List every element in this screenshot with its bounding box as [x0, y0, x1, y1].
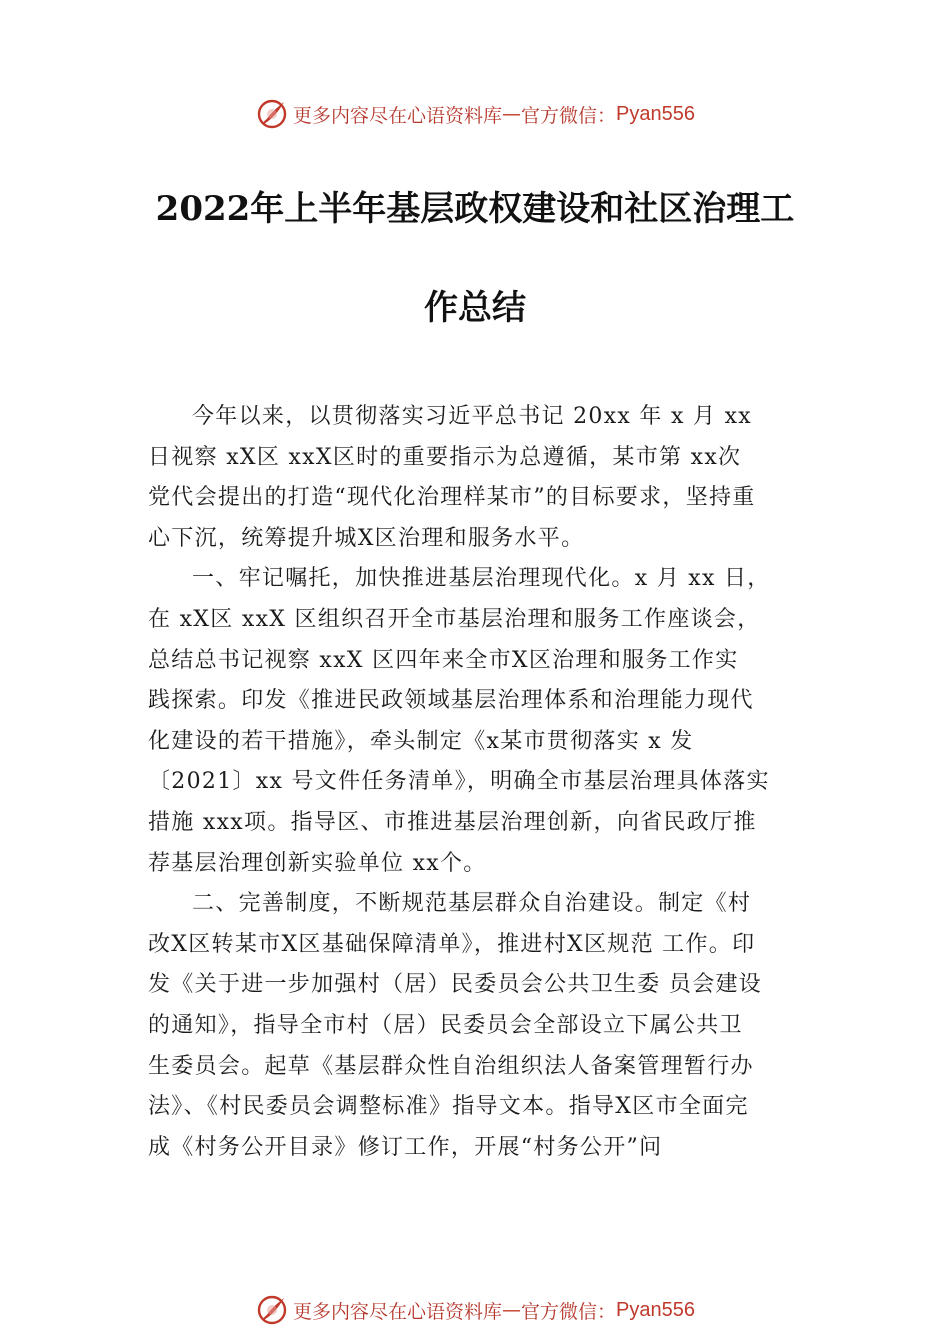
watermark-wechat-label: 官方微信：: [521, 104, 617, 127]
document-title-line-1: 2022年上半年基层政权建设和社区治理工: [155, 189, 795, 229]
body-line: 发《关于进一步加强村（居）民委员会公共卫生委 员会建设: [148, 972, 763, 998]
body-line: 化建设的若干措施》，牵头制定《x某市贯彻落实 x 发: [148, 728, 694, 754]
quill-pen-logo-icon: [255, 97, 289, 131]
watermark-wechat-label: 官方微信：: [521, 1300, 617, 1323]
body-line: 党代会提出的打造“现代化治理样某市”的目标要求，坚持重: [148, 485, 756, 511]
body-line: 今年以来，以贯彻落实习近平总书记 20xx 年 x 月 xx: [192, 404, 752, 429]
watermark-dash: —: [502, 103, 522, 125]
document-title-line-2: 作总结: [424, 288, 526, 328]
body-line: 的通知》，指导全市村（居）民委员会全部设立下属公共卫: [148, 1012, 743, 1038]
quill-pen-logo-icon: [255, 1293, 289, 1327]
body-line: 荐基层治理创新实验单位 xx个。: [148, 850, 487, 876]
body-line: 措施 xxx项。指导区、市推进基层治理创新，向省民政厅推: [148, 809, 757, 835]
body-line: 日视察 xX区 xxX区时的重要指示为总遵循，某市第 xx次: [148, 444, 742, 470]
watermark-text: 更多内容尽在心语资料库: [293, 1300, 503, 1323]
body-line: 在 xX区 xxX 区组织召开全市基层治理和服务工作座谈会，: [148, 606, 761, 632]
body-line: 二、完善制度，不断规范基层群众自治建设。制定《村: [192, 891, 752, 917]
watermark-wechat-id: Pyan556: [616, 1298, 695, 1321]
watermark-text: 更多内容尽在心语资料库: [293, 104, 503, 127]
document-body: [148, 397, 812, 1168]
body-line: 生委员会。起草《基层群众性自治组织法人备案管理暂行办: [148, 1053, 754, 1079]
body-line: 法》、《村民委员会调整标准》指导文本。指导X区市全面完: [148, 1094, 749, 1120]
body-line: 总结总书记视察 xxX 区四年来全市X区治理和服务工作实: [148, 647, 739, 673]
body-line: 心下沉，统筹提升城X区治理和服务水平。: [148, 525, 585, 551]
body-line: 践探索。印发《推进民政领域基层治理体系和治理能力现代: [148, 688, 754, 714]
body-line: 成《村务公开目录》修订工作，开展“村务公开”问: [148, 1134, 663, 1160]
watermark-dash: —: [502, 1299, 522, 1321]
header-watermark: [0, 96, 950, 132]
body-line: 改X区转某市X区基础保障清单》，推进村X区规范 工作。印: [148, 931, 756, 957]
watermark-wechat-id: Pyan556: [616, 102, 695, 125]
footer-watermark: [0, 1292, 950, 1328]
body-line: 一、牢记嘱托，加快推进基层治理现代化。x 月 xx 日，: [192, 566, 771, 592]
body-line: 〔2021〕xx 号文件任务清单》，明确全市基层治理具体落实: [148, 769, 770, 795]
